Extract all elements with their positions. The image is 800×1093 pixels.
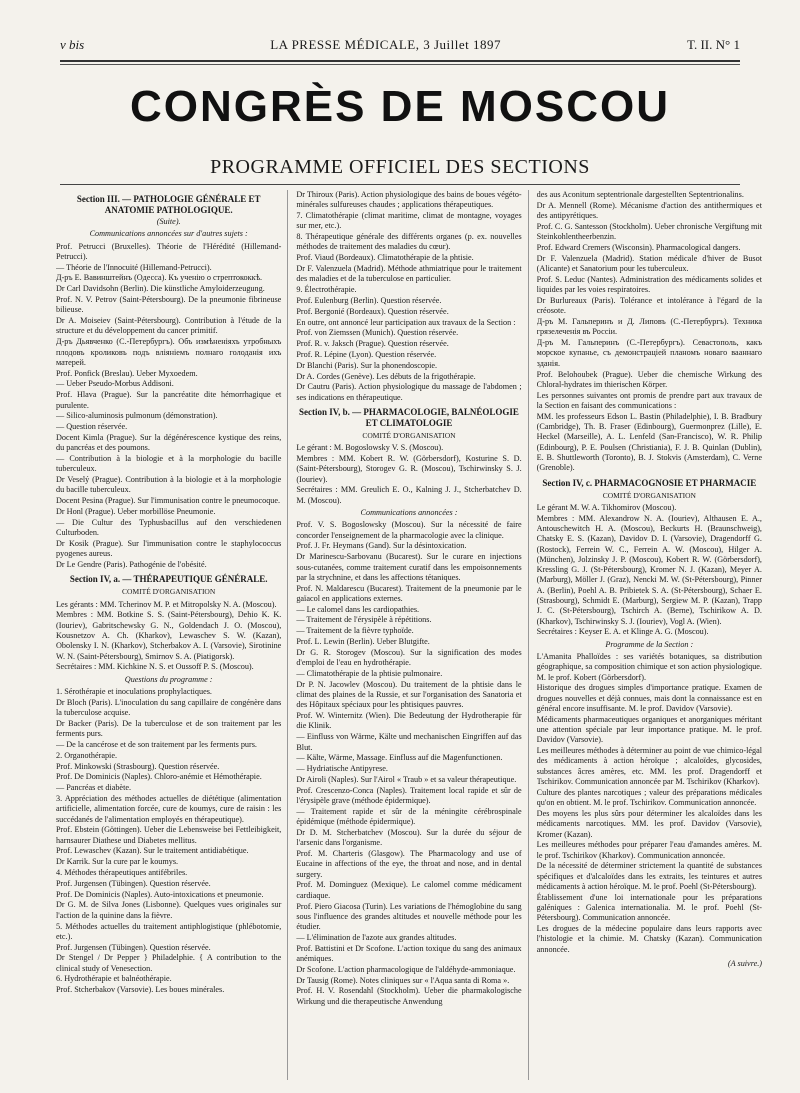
committee-heading: COMITÉ D'ORGANISATION [362, 430, 456, 440]
paragraph: — Pancréas et diabète. [56, 783, 132, 793]
paragraph: Culture des plantes narcotiques ; valeur des préparations médicales qu'on en obtient. M. le prof. Tschirikov. Communication annoncée. [536, 787, 762, 808]
paragraph: Prof. Ebstein (Göttingen). Ueber die Lebensweise bei Fettleibigkeit, harnsaurer Diathese und Diabetes mellitus. [56, 825, 282, 845]
paragraph: Les personnes suivantes ont promis de prendre part aux travaux de la Section en faisant des communications : [536, 390, 762, 410]
paragraph: Prof. Belohoubek (Prague). Ueber die chemische Wirkung des Chloral-hydrates im thierischen Körper. [536, 369, 762, 389]
paragraph: Prof. De Dominicis (Naples). Chloro-anémie et Hémothérapie. [56, 772, 262, 782]
paragraph: 2. Organothérapie. [56, 750, 118, 760]
paragraph: Prof. C. G. Santesson (Stockholm). Ueber chronische Vergiftung mit Steinkohlentheerbenzin. [536, 221, 762, 242]
paragraph: — Traitement rapide et sûr de la méningite cérébrospinale épidémique (méthode épidermique). [296, 806, 522, 827]
paragraph: Prof. Jurgensen (Tübingen). Question réservée. [56, 878, 211, 888]
paragraph: — Die Cultur des Typhusbacillus auf den verschiedenen Culturboden. [56, 517, 282, 538]
paragraph: Д-ръ Дьявченко (С.-Петербургъ). Объ измѣненіяхъ утробныхъ плодовъ кроликовъ подъ вліяніемъ полнаго голоданія ихъ матерей. [56, 337, 282, 367]
paragraph: Dr A. Mennell (Rome). Mécanisme d'action des antithermiques et des antipyrétiques. [536, 200, 762, 221]
paragraph: Dr Karrik. Sur la cure par le koumys. [56, 857, 179, 867]
paragraph: Secrétaires : Keyser E. A. et Klinge A. G. (Moscou). [536, 627, 709, 637]
paragraph: des aus Aconitum septentrionale dargestellten Septentrionalins. [536, 190, 744, 199]
paragraph: Д-ръ М. Гальперинъ (С.-Петербургъ). Севастополь, какъ морское купанье, съ демонстраціей планомъ новаго вааннаго зданія. [536, 338, 762, 368]
paragraph: — Ueber Pseudo-Morbus Addisoni. [56, 379, 174, 389]
page-title: CONGRÈS DE MOSCOU [129, 82, 671, 131]
paragraph: Prof. Piero Giacosa (Turin). Les variations de l'hémoglobine du sang sous l'influence des grandes altitudes et nouvelle méthode pour les étudier. [296, 901, 522, 932]
paragraph: Médicaments pharmaceutiques organiques et anorganiques méritant une attention spéciale par leur importance pratique. M. le prof. Davidov (Varsovie). [536, 714, 762, 745]
paragraph: Д-ръ Е. Вавинштейнъ (Одесса). Къ ученію о стрептококкѣ. [56, 273, 263, 283]
paragraph: Prof. Minkowski (Strasbourg). Question réservée. [56, 761, 220, 771]
paragraph: Prof. R. Lépine (Lyon). Question réservée. [296, 349, 437, 359]
paragraph: 9. Électrothérapie. [296, 285, 357, 295]
paragraph: 7. Climatothérapie (climat maritime, climat de montagne, voyages sur mer, etc.). [296, 211, 522, 231]
paragraph: Prof. Viaud (Bordeaux). Climatothérapie de la phtisie. [296, 253, 474, 263]
list-heading: Questions du programme : [124, 674, 213, 684]
paragraph: — Contribution à la biologie et à la morphologie du bacille tuberculeux. [56, 454, 282, 474]
section-heading: Section IV, a. — THÉRAPEUTIQUE GÉNÉRALE. [69, 574, 268, 585]
section-heading: Section IV, c. PHARMACOGNOSIE ET PHARMACIE [542, 477, 757, 488]
paragraph: Prof. von Ziemssen (Munich). Question réservée. [296, 328, 459, 338]
paragraph: Dr Veselý (Prague). Contribution à la biologie et à la morphologie du bacille tuberculeux. [56, 475, 282, 495]
paragraph: De la nécessité de déterminer strictement la quantité de substances spécifiques et d'alcaloïdes dans les extraits, les teintures et autres médicaments à action héroïque. M. le prof. Poehl (St-Pétersbourg). [536, 861, 762, 891]
paragraph: Les meilleures méthodes pour préparer l'eau d'amandes amères. M. le prof. Tschirikov (Kharkov). Communication annoncée. [536, 840, 762, 860]
paragraph: Prof. Eulenburg (Berlin). Question réservée. [296, 295, 442, 305]
paragraph: Prof. M. Dominguez (Mexique). Le calomel comme médicament cardiaque. [296, 880, 522, 900]
paragraph: MM. les professeurs Edson L. Bastin (Philadelphie), I. B. Bradbury (Cambridge), Th. B. Fraser (Edinbourg), Guermonprez (Lille), E. Heckel (Marseille), A. L. Lenfeld (San-Francisco), W. R. Philip (Edinbourg), P. E. Poulsen (Christiania), F. J. B. Quinlan (Dublin), E. B. Shuttleworth (Toronto), B. J. Stokvis (Amsterdam), C. Verne (Grenoble). [536, 411, 762, 473]
paragraph: Prof. J. Fr. Heymans (Gand). Sur la désintoxication. [296, 541, 467, 551]
paragraph: Dr Airoli (Naples). Sur l'Airol « Traub » et sa valeur thérapeutique. [296, 774, 517, 784]
paragraph: Membres : MM. Kobert R. W. (Görbersdorf), Kosturine S. D. (Saint-Pétersbourg), Storogev G. R. (Moscou), Tschirwinsky S. J. (Iouriev). [296, 454, 522, 484]
subtitle-rule [60, 184, 740, 185]
paragraph: Dr Thiroux (Paris). Action physiologique des bains de boues végéto-minérales sulfureuses chaudes ; applications thérapeutiques. [296, 190, 522, 210]
paragraph: Prof. Battistini et Dr Scofone. L'action toxique du sang des animaux anémiques. [296, 943, 522, 963]
list-heading: Communications annoncées : [360, 508, 458, 518]
paragraph: Prof. S. Leduc (Nantes). Administration des médicaments solides et liquides par les voies respiratoires. [536, 274, 762, 295]
paragraph: Dr Backer (Paris). De la tuberculose et de son traitement par les ferments purs. [56, 718, 282, 739]
paragraph: Établissement d'une loi internationale pour les préparations galéniques : Galenica internationalia. M. le prof. Poehl (St-Pétersbourg). Communication annoncée. [536, 892, 762, 923]
header-page-number: v bis [60, 37, 85, 52]
paragraph: Docent Kimla (Prague). Sur la dégénérescence kystique des reins, du pancréas et des poumons. [56, 432, 282, 453]
paragraph: — L'élimination de l'azote aux grandes altitudes. [296, 932, 457, 942]
paragraph: Dr A. Moiseiev (Saint-Pétersbourg). Contribution à l'étude de la structure et du développement du cancer primitif. [56, 316, 282, 336]
paragraph: — Silico-aluminosis pulmonum (démonstration). [56, 411, 218, 421]
paragraph: Prof. V. S. Bogoslowsky (Moscou). Sur la nécessité de faire concorder l'enseignement de la pharmacologie avec la clinique. [296, 520, 522, 540]
text-columns [56, 190, 762, 1080]
paragraph: Prof. Ponfick (Breslau). Ueber Myxoedem. [56, 368, 198, 378]
paragraph: Membres : MM. Botkine S. S. (Saint-Pétersbourg), Dehio K. K. (Iouriev), Gabritschewsky G. N., Goldendach J. O. (Moscou), Kousnetzov A. Ch. (Kharkov), Lewaschev S. W. (Kazan), Obolensky I. N. (Kharkov), Stcherbakov A. I. (Varsovie), Sirotinine W. N. (Saint-Pétersbourg), Smirnov S. A. (Piatigorsk). [56, 610, 282, 661]
paragraph: 3. Appréciation des méthodes actuelles de diététique (alimentation artificielle, alimentation forcée, cure de koumys, cure de raisin : les succédanés de l'alimentation employés en thérapeutique). [56, 793, 282, 824]
paragraph: Prof. W. Winternitz (Wien). Die Bedeutung der Hydrotherapie für die Klinik. [296, 711, 522, 731]
header-rule-thin [60, 64, 740, 65]
paragraph: Dr Stengel / Dr Pepper } Philadelphie. { A contribution to the clinical study of Venesection. [56, 953, 282, 973]
paragraph: — Climatothérapie de la phtisie pulmonaire. [296, 668, 443, 678]
header-rule [60, 60, 740, 62]
paragraph: Prof. Hlava (Prague). Sur la pancréatite dite hémorrhagique et purulente. [56, 390, 282, 410]
paragraph: Dr A. Cordes (Genève). Les débuts de la frigothérapie. [296, 371, 476, 381]
paragraph: Dr Burlureaux (Paris). Tolérance et intolérance à l'égard de la créosote. [536, 295, 762, 316]
paragraph: 4. Méthodes thérapeutiques antifébriles. [56, 868, 188, 878]
paragraph: Prof. Stcherbakov (Varsovie). Les boues minérales. [56, 985, 225, 995]
paragraph: Prof. Crescenzo-Conca (Naples). Traitement local rapide et sûr de l'érysipèle grave (méthode épidermique). [296, 785, 522, 806]
paragraph: Historique des drogues simples d'importance pratique. Examen de drogues nouvelles et déjà connues, mais dont la connaissance est en général encore insuffisante. M. le prof. Davidov (Varsovie). [536, 683, 762, 713]
paragraph: Le gérant : M. Bogoslowsky V. S. (Moscou). [296, 443, 444, 453]
paragraph: Dr G. M. de Silva Jones (Lisbonne). Quelques vues originales sur l'action de la quinine dans la fièvre. [56, 900, 282, 920]
paragraph: Prof. L. Lewin (Berlin). Ueber Blutgifte. [296, 637, 430, 647]
paragraph: Membres : MM. Alexandrow N. A. (Iouriev), Althausen E. A., Antouschewitch H. A. (Moscou), Beckurts H. (Braunschweig), Chatsky E. S. (Kazan), Davidov D. I. (Varsovie), Dragendorff G. (Rostock), Ferrein W. C., Ferrein A. W. (Moscou), Hilger A. (München), Jolzinsky J. P. (Moscou), Kobert R. W. (Görbersdorf), Kressling G. J. (St-Pétersbourg), Kromer N. J. (Kazan), Meyer A. (Marburg), Möller J. (Graz), Nencki M. W. (St-Pétersbourg), Pinner A. (Berlin), Poehl A. B. Pribietek S. A. (St-Pétersbourg), Schaer E. (Strasbourg), Schmidt E. (Marburg), Sergiew M. P. (Kazan), Trapp J. C. (St-Pétersbourg), Tschirch A. (Berne), Tschirikow A. D. (Kharkov), Tschirwinsky S. J. (Iouriev), Vogl A. (Wien). [536, 513, 762, 626]
paragraph: — Traitement de la fièvre typhoïde. [296, 626, 414, 636]
paragraph: — Einfluss von Wärme, Kälte und mechanischen Eingriffen auf das Blut. [296, 732, 522, 752]
paragraph: Dr Marinescu-Sarbovanu (Bucarest). Sur le curare en injections sous-cutanées, comme traitement curatif dans les empoisonnements par la strychnine, et dans les affections tétaniques. [296, 552, 522, 582]
paragraph: Les meilleures méthodes à déterminer au point de vue chimico-légal des médicaments à action héroïque ; alcaloïdes, glycosides, substances âcres amères, etc. MM. les prof. Dragendorff et Tschirikov. Communication annoncée par M. Tschirikov (Kharkov). [536, 746, 762, 787]
paragraph: 6. Hydrothérapie et balnéothérapie. [56, 974, 172, 984]
paragraph: Secrétaires : MM. Greulich E. O., Kalning J. J., Stcherbatchev D. M. (Moscou). [296, 485, 522, 505]
paragraph: Dr Kosik (Prague). Sur l'immunisation contre le staphylococcus pyogenes aureus. [56, 538, 282, 559]
paragraph: Dr Carl Davidsohn (Berlin). Die künstliche Amyloiderzeugung. [56, 284, 265, 294]
continued-note: (A suivre.) [727, 959, 762, 969]
paragraph: Prof. Petrucci (Bruxelles). Théorie de l'Hérédité (Hillemand-Petrucci). [56, 241, 282, 261]
paragraph: Prof. Jurgensen (Tübingen). Question réservée. [56, 942, 211, 952]
paragraph: Prof. H. V. Rosendahl (Stockholm). Ueber die pharmakologische Wirkung und die therapeutische Anwendung [296, 986, 522, 1006]
column-1 [56, 190, 288, 1080]
column-2 [296, 190, 528, 1080]
section-heading: Section IV, b. — PHARMACOLOGIE, BALNÉOLOGIE ET CLIMATOLOGIE [299, 406, 519, 428]
paragraph: Dr Scofone. L'action pharmacologique de l'aldéhyde-ammoniaque. [296, 964, 516, 974]
column-3 [537, 190, 762, 1080]
list-heading: Programme de la Section : [605, 639, 694, 649]
paragraph: — Le calomel dans les cardiopathies. [296, 604, 420, 614]
paragraph: — De la cancérose et de son traitement par les ferments purs. [56, 739, 257, 749]
page-header [60, 34, 740, 56]
page-subtitle: PROGRAMME OFFICIEL DES SECTIONS [210, 156, 590, 178]
section-heading: Section III. — PATHOLOGIE GÉNÉRALE ET ANATOMIE PATHOLOGIQUE. [76, 194, 261, 215]
paragraph: Prof. N. V. Petrov (Saint-Pétersbourg). De la pneumonie fibrineuse bilieuse. [56, 295, 282, 315]
committee-heading: COMITÉ D'ORGANISATION [602, 490, 696, 500]
paragraph: Dr F. Valenzuela (Madrid). Station médicale d'hiver de Busot (Alicante) et Sanatorium pour les tuberculeux. [536, 253, 762, 274]
paragraph: Les drogues de la médecine populaire dans leurs rapports avec l'histologie et la chimie. M. Chatsky (Kazan). Communication annoncée. [536, 924, 762, 954]
paragraph: — Kälte, Wärme, Massage. Einfluss auf die Magenfunctionen. [296, 753, 503, 763]
paragraph: Prof. Edward Cremers (Wisconsin). Pharmacological dangers. [536, 242, 741, 252]
paragraph: — Hydriatische Antipyrese. [296, 764, 388, 774]
header-publication: LA PRESSE MÉDICALE, 3 Juillet 1897 [270, 37, 501, 52]
paragraph: Dr F. Valenzuela (Madrid). Méthode athmiatrique pour le traitement des maladies et de la tuberculose en particulier. [296, 264, 522, 284]
paragraph: Dr Cautru (Paris). Action physiologique du massage de l'abdomen ; ses indications en thérapeutique. [296, 382, 522, 402]
paragraph: Dr Blanchi (Paris). Sur la phonendoscopie. [296, 360, 438, 370]
paragraph: Dr D. M. Stcherbatchev (Moscou). Sur la durée du séjour de l'arsenic dans l'organisme. [296, 827, 522, 848]
paragraph: Docent Pesina (Prague). Sur l'immunisation contre le pneumocoque. [56, 496, 281, 506]
paragraph: Prof. De Dominicis (Naples). Auto-intoxications et pneumonie. [56, 889, 264, 899]
committee-heading: COMITÉ D'ORGANISATION [122, 587, 216, 597]
paragraph: Le gérant M. W. A. Tikhomirov (Moscou). [536, 502, 677, 512]
paragraph: 1. Sérothérapie et inoculations prophylactiques. [56, 686, 212, 696]
paragraph: Prof. Lewaschev (Kazan). Sur le traitement antidiabétique. [56, 846, 249, 856]
paragraph: Dr Bloch (Paris). L'inoculation du sang capillaire de congénère dans la tuberculose acquise. [56, 697, 282, 718]
paragraph: — Traitement de l'érysipèle à répétitions. [296, 615, 432, 625]
paragraph: Dr Honl (Prague). Ueber morbillöse Pneumonie. [56, 507, 216, 517]
paragraph: Prof. M. Charteris (Glasgow). The Pharmacology and use of Eucaine in affections of the eye, the throat and nose, and in dental surgery. [296, 849, 522, 879]
paragraph: Secrétaires : MM. Kichkine N. S. et Oussoff P. S. (Moscou). [56, 662, 254, 672]
paragraph: — Question réservée. [56, 422, 128, 432]
paragraph: — Théorie de l'Innocuité (Hillemand-Petrucci). [56, 262, 212, 272]
paragraph: L'Amanita Phalloïdes : ses variétés botaniques, sa distribution géographique, sa composition chimique et son action physiologique. M. le prof. Kobert (Görbersdorf). [536, 651, 762, 682]
paragraph: Prof. R. v. Jaksch (Prague). Question réservée. [296, 339, 449, 349]
paragraph: Dr P. N. Jacowlev (Moscou). Du traitement de la phtisie dans le climat des plaines de la Russie, et sur l'organisation des Sanatoria et des Hôpitaux spéciaux pour les phtisiques pauvres. [296, 679, 522, 710]
list-heading: Communications annoncées sur d'autres sujets : [89, 229, 248, 239]
paragraph: Prof. N. Maldarescu (Bucarest). Traitement de la pneumonie par le gaïacol en applications externes. [296, 583, 522, 603]
paragraph: Dr G. R. Storogev (Moscou). Sur la signification des modes d'emploi de l'eau en hydrothérapie. [296, 647, 522, 668]
paragraph: Les gérants : MM. Tcherinov M. P. et Mitropolsky N. A. (Moscou). [56, 599, 277, 609]
header-volume: T. II. N° 1 [687, 37, 740, 52]
paragraph: Dr Le Gendre (Paris). Pathogénie de l'obésité. [56, 560, 207, 569]
paragraph: Д-ръ М. Гальперинъ и Д. Липовъ (С.-Петербургъ). Техника грязелеченія въ Россіи. [536, 317, 762, 337]
paragraph: En outre, ont annoncé leur participation aux travaux de la Section : [296, 317, 516, 327]
section-subheading: (Suite). [156, 217, 181, 226]
paragraph: Prof. Bergonié (Bordeaux). Question réservée. [296, 306, 449, 316]
paragraph: Des moyens les plus sûrs pour déterminer les alcaloïdes dans les médicaments narcotiques. MM. les prof. Davidov (Varsovie), Kromer (Kazan). [536, 808, 762, 839]
paragraph: Dr Tausig (Rome). Notes cliniques sur « l'Aqua santa di Roma ». [296, 975, 510, 985]
paragraph: 8. Thérapeutique générale des différents organes (p. ex. nouvelles méthodes de traitement des maladies du cœur). [296, 232, 522, 252]
paragraph: 5. Méthodes actuelles du traitement antiphlogistique (phlébotomie, etc.). [56, 921, 282, 941]
